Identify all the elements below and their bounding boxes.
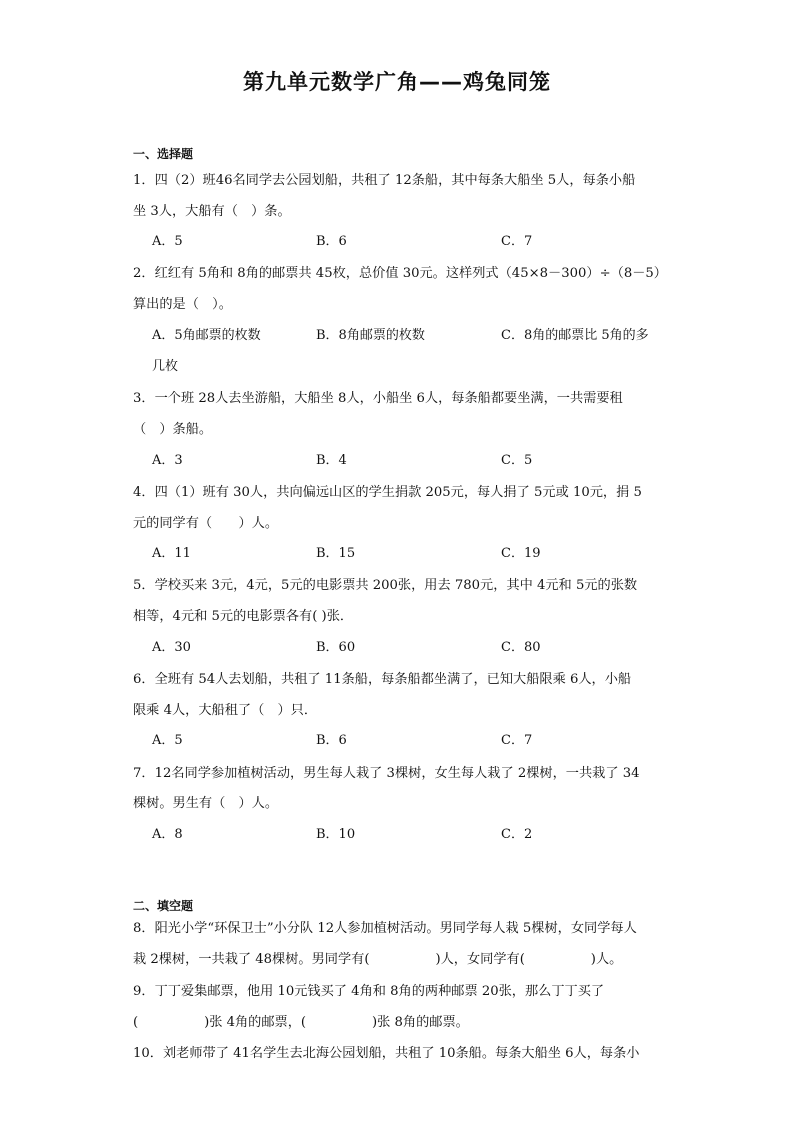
question-5-option-b[interactable]: B．60 (316, 640, 356, 655)
question-9-line-2: ( )张 4角的邮票，( )张 8角的邮票。 (133, 1015, 469, 1030)
question-3-line-2: （ ）条船。 (133, 422, 213, 437)
question-4-option-b[interactable]: B．15 (316, 546, 356, 561)
question-2-option-c-continuation: 几枚 (152, 359, 179, 374)
question-5-option-a[interactable]: A．30 (152, 640, 191, 655)
question-8-line-1: 8．阳光小学“环保卫士”小分队 12人参加植树活动。男同学每人栽 5棵树，女同学每人 (133, 921, 637, 936)
question-2-option-a[interactable]: A．5角邮票的枚数 (152, 328, 261, 343)
question-7-line-2: 棵树。男生有（ ）人。 (133, 796, 279, 811)
question-2-line-2: 算出的是（ ）。 (133, 297, 232, 312)
question-5-line-2: 相等，4元和 5元的电影票各有( )张． (133, 609, 354, 624)
question-2-option-c[interactable]: C．8角的邮票比 5角的多 (501, 328, 649, 343)
question-7-option-b[interactable]: B．10 (316, 827, 356, 842)
question-6-option-c[interactable]: C．7 (501, 733, 533, 748)
question-4-line-1: 4．四（1）班有 30人，共向偏远山区的学生捐款 205元，每人捐了 5元或 10元，捐 5 (133, 485, 642, 500)
question-10-line-1: 10．刘老师带了 41名学生去北海公园划船，共租了 10条船。每条大船坐 6人，每条小 (133, 1046, 640, 1061)
question-6-line-2: 限乘 4人，大船租了（ ）只． (133, 703, 318, 718)
question-1-option-a[interactable]: A．5 (152, 234, 183, 249)
section-heading-choice: 一、选择题 (133, 147, 194, 161)
question-4-option-a[interactable]: A．11 (152, 546, 191, 561)
question-9-line-1: 9．丁丁爱集邮票，他用 10元钱买了 4角和 8角的两种邮票 20张，那么丁丁买了 (133, 984, 605, 999)
question-7-option-a[interactable]: A．8 (152, 827, 183, 842)
question-4-option-c[interactable]: C．19 (501, 546, 541, 561)
question-6-option-a[interactable]: A．5 (152, 733, 183, 748)
question-3-line-1: 3．一个班 28人去坐游船，大船坐 8人，小船坐 6人，每条船都要坐满，一共需要租 (133, 391, 623, 406)
question-7-line-1: 7．12名同学参加植树活动，男生每人栽了 3棵树，女生每人栽了 2棵树，一共栽了 34 (133, 766, 640, 781)
question-4-line-2: 元的同学有（ ）人。 (133, 516, 279, 531)
question-6-option-b[interactable]: B．6 (316, 733, 347, 748)
question-5-line-1: 5．学校买来 3元，4元，5元的电影票共 200张，用去 780元，其中 4元和 5元的张数 (133, 578, 638, 593)
question-8-line-2: 栽 2棵树，一共栽了 48棵树。男同学有( )人，女同学有( )人。 (133, 952, 623, 967)
question-2-line-1: 2．红红有 5角和 8角的邮票共 45枚，总价值 30元。这样列式（45×8－300）÷（8－5） (133, 266, 667, 281)
question-1-line-2: 坐 3人，大船有（ ）条。 (133, 204, 291, 219)
question-3-option-a[interactable]: A．3 (152, 453, 183, 468)
question-6-line-1: 6．全班有 54人去划船，共租了 11条船，每条船都坐满了，已知大船限乘 6人，小船 (133, 672, 632, 687)
question-7-option-c[interactable]: C．2 (501, 827, 533, 842)
question-3-option-c[interactable]: C．5 (501, 453, 533, 468)
question-3-option-b[interactable]: B．4 (316, 453, 347, 468)
question-5-option-c[interactable]: C．80 (501, 640, 541, 655)
section-heading-fill: 二、填空题 (133, 899, 194, 913)
question-1-line-1: 1．四（2）班46名同学去公园划船，共租了 12条船，其中每条大船坐 5人，每条小船 (133, 173, 636, 188)
page-title: 第九单元数学广角——鸡兔同笼 (243, 70, 551, 94)
question-1-option-b[interactable]: B．6 (316, 234, 347, 249)
question-1-option-c[interactable]: C．7 (501, 234, 533, 249)
question-2-option-b[interactable]: B．8角邮票的枚数 (316, 328, 425, 343)
